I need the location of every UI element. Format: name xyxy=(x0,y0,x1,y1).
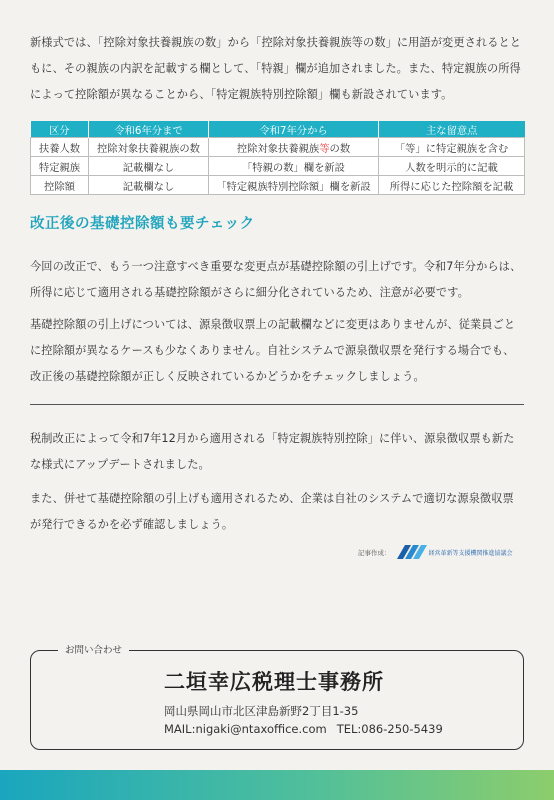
contact-mail[interactable]: MAIL:nigaki@ntaxoffice.com xyxy=(164,722,327,736)
cell-note: 所得に応じた控除額を記載 xyxy=(379,176,525,195)
cell-after-suffix: の数 xyxy=(329,142,351,155)
credit-label: 記事作成： xyxy=(358,548,391,557)
article-credit xyxy=(358,542,538,562)
cell-note: 「等」に特定親族を含む xyxy=(379,138,525,157)
closing-paragraph-1: 税制改正によって令和7年12月から適用される「特定親族特別控除」に伴い、源泉徴収票も新たな様式にアップデートされました。 xyxy=(30,432,515,471)
office-address: 岡山県岡山市北区津島新野2丁目1-35 xyxy=(164,704,359,718)
contact-tel[interactable]: TEL:086-250-5439 xyxy=(336,722,443,736)
cell-after: 「特定親族特別控除額」欄を新設 xyxy=(209,176,379,195)
header-category: 区分 xyxy=(31,121,89,138)
table-row xyxy=(31,176,525,195)
closing-paragraph-2: また、併せて基礎控除額の引上げも適用されるため、企業は自社のシステムで適切な源泉徴収票が発行できるかを必ず確認しましょう。 xyxy=(30,492,514,531)
comparison-table xyxy=(30,121,525,195)
office-name: 二垣幸広税理士事務所 xyxy=(164,670,384,694)
contact-tag: お問い合わせ xyxy=(58,642,129,656)
table-row xyxy=(31,138,525,157)
cell-after xyxy=(209,138,379,157)
contact-line xyxy=(164,722,453,736)
credit-logo xyxy=(397,545,513,559)
table-row xyxy=(31,157,525,176)
header-notes: 主な留意点 xyxy=(379,121,525,138)
bottom-gradient-bar xyxy=(0,770,554,800)
cell-before: 記載欄なし xyxy=(89,176,209,195)
cell-note: 人数を明示的に記載 xyxy=(379,157,525,176)
intro-paragraph: 新様式では、「控除対象扶養親族の数」から「控除対象扶養親族等の数」に用語が変更されるとともに、その親族の内訳を記載する欄として、「特親」欄が追加されました。また、特定親族の所得によって控除額が異なることから、「特定親族特別控除額」欄も新設されています。 xyxy=(30,36,522,101)
cell-after: 「特親の数」欄を新設 xyxy=(209,157,379,176)
header-after: 令和7年分から xyxy=(209,121,379,138)
cell-category: 特定親族 xyxy=(31,157,89,176)
cell-category: 扶養人数 xyxy=(31,138,89,157)
divider xyxy=(30,404,524,405)
section-paragraph-2: 基礎控除額の引上げについては、源泉徴収票上の記載欄などに変更はありませんが、従業員ごとに控除額が異なるケースも少なくありません。自社システムで源泉徴収票を発行する場合でも、改正後の基礎控除額が正しく反映されているかどうかをチェックしましょう。 xyxy=(30,318,516,383)
credit-organization: 経営革新等支援機関推進協議会 xyxy=(428,549,513,557)
header-before: 令和6年分まで xyxy=(89,121,209,138)
cell-after-prefix: 控除対象扶養親族 xyxy=(236,142,320,155)
cell-before: 記載欄なし xyxy=(89,157,209,176)
cell-category: 控除額 xyxy=(31,176,89,195)
stripes-logo-icon xyxy=(397,545,427,559)
table-header-row xyxy=(31,121,525,138)
cell-after-highlight: 等 xyxy=(319,142,330,155)
section-paragraph-1: 今回の改正で、もう一つ注意すべき重要な変更点が基礎控除額の引上げです。令和7年分からは、所得に応じて適用される基礎控除額がさらに細分化されているため、注意が必要です。 xyxy=(30,260,522,299)
section-heading: 改正後の基礎控除額も要チェック xyxy=(30,216,255,232)
cell-before: 控除対象扶養親族の数 xyxy=(89,138,209,157)
